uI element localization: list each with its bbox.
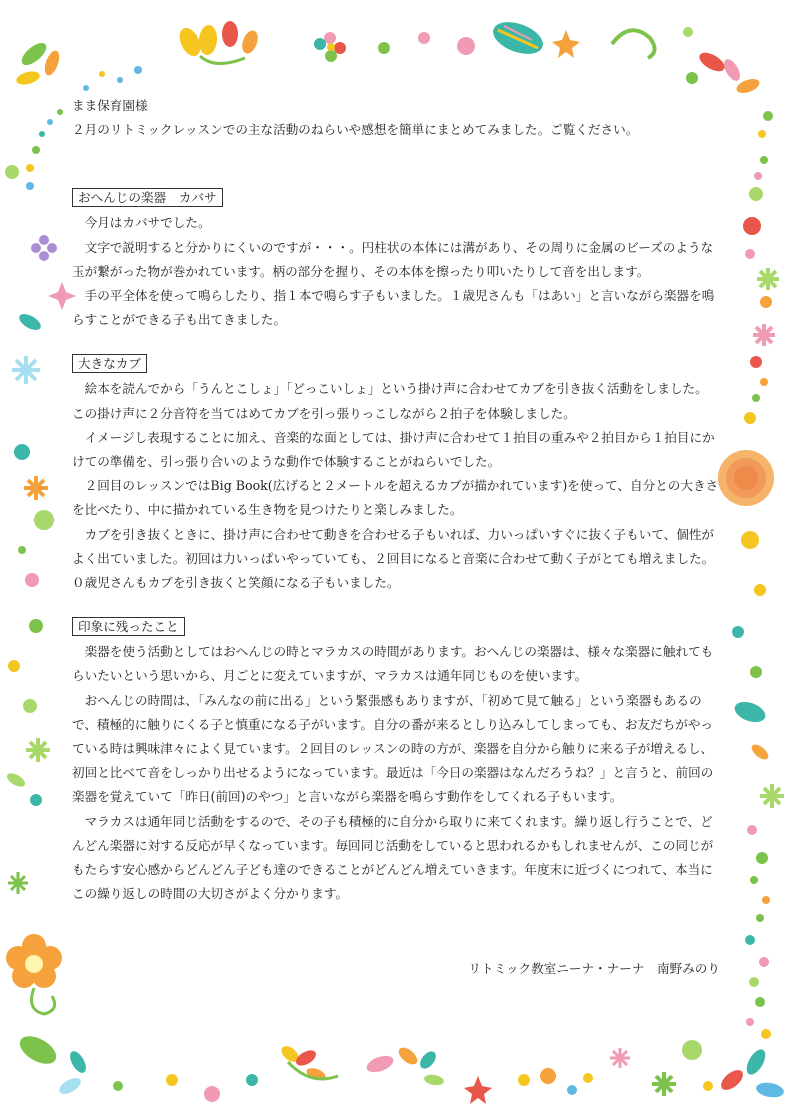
leaf-cluster-bottom-right xyxy=(718,1046,785,1099)
orange-star-flower-bottom xyxy=(464,1076,492,1104)
blue-snowflake-left xyxy=(12,356,40,384)
section-cabasa xyxy=(72,166,720,332)
purple-flower-left xyxy=(31,235,57,261)
green-asterisk-left xyxy=(26,738,50,762)
paragraph: 文字で説明すると分かりにくいのですが・・・。円柱状の本体には溝があり、その周りに金属のビーズのような玉が繋がった物が巻かれています。柄の部分を握り、その本体を擦ったり叩いたりして音を出します。 xyxy=(72,239,714,279)
paragraph: 今月はカバサでした。 xyxy=(84,215,211,231)
orange-star-flower-top xyxy=(552,30,580,58)
pink-asterisk-right xyxy=(753,324,775,346)
section-impressions xyxy=(72,595,720,906)
paragraph: マラカスは通年同じ活動をするので、その子も積極的に自分から取りに来てくれます。繰り返し行うことで、どんどん楽器に対する反応が早くなっています。毎回同じ活動をしていると思われるかもしれませんが、この同じがもたらす安心感からどんどん子ども達のできることがどんどん増えていきます。年度末に近づくにつれて、本当にこの繰り返しの時間の大切さがよく分かります。 xyxy=(72,813,714,902)
section-heading-big-turnip: 大きなカブ xyxy=(72,354,147,373)
paragraph: 絵本を読んでから「うんとこしょ」「どっこいしょ」という掛け声に合わせてカブを引き抜く活動をしました。この掛け声に２分音符を当てはめてカブを引っ張りっこしながら２拍子を体験しました。 xyxy=(72,381,708,421)
leaf-cluster-top-left xyxy=(15,39,62,87)
paragraph: 手の平全体を使って鳴らしたり、指１本で鳴らす子もいました。１歳児さんも「はあい」と言いながら楽器を鳴らすことができる子も出てきました。 xyxy=(72,288,715,328)
green-asterisk-right-lower xyxy=(760,784,784,808)
section-heading-impressions: 印象に残ったこと xyxy=(72,617,185,636)
green-asterisk-right xyxy=(757,268,779,290)
paragraph: 楽器を使う活動としてはおへんじの時とマラカスの時間があります。おへんじの楽器は、様々な楽器に触れてもらいたいという思いから、月ごとに変えていますが、マラカスは通年同じものを使います。 xyxy=(72,644,714,684)
paragraph: おへんじの時間は、「みんなの前に出る」という緊張感もありますが、「初めて見て触る」という楽器もあるので、積極的に触りにくる子と慎重になる子がいます。自分の番が来るとしり込みしてしまっても、お友だちがやっている時は興味津々によく見ています。２回目のレッスンの時の方が、楽器を自分から触りに来る子が増えるし、初回と比べて音をしっかり出せるようになっています。最近は「今日の楽器はなんだろうね？」と言うと、前回の楽器を覚えていて「昨日(前回)のやつ」と言いながら楽器を鳴らす動作をしてくれる子もいます。 xyxy=(72,692,714,805)
paragraph: ２回目のレッスンではBig Book(広げると２メートルを超えるカブが描かれています)を使って、自分との大きさを比べたり、中に描かれている生き物を見つけたりと楽しみました。 xyxy=(72,478,719,518)
leaf-cluster-bottom-center-left xyxy=(278,1043,338,1082)
leaf-cluster-bottom-center xyxy=(364,1044,444,1086)
paragraph: イメージし表現することに加え、音楽的な面としては、掛け声に合わせて１拍目の重みや２拍目から１拍目にかけての準備を、引っ張り合いのような動作で体験することがねらいでした。 xyxy=(72,429,715,470)
section-big-turnip xyxy=(72,332,720,595)
letter-body xyxy=(72,94,720,906)
green-asterisk-bottom xyxy=(652,1072,676,1096)
yellow-tulip-cluster xyxy=(176,21,261,64)
section-heading-cabasa: おへんじの楽器 カバサ xyxy=(72,188,223,207)
orange-asterisk-left xyxy=(24,476,48,500)
pink-flower-top xyxy=(314,32,346,62)
orange-sunflower-right xyxy=(718,450,774,506)
paragraph: カブを引き抜くときに、掛け声に合わせて動きを合わせる子もいれば、力いっぱいすぐに抜く子もいて、個性がよく出ていました。初回は力いっぱいやっていても、２回目になると音楽に合わせて動く子がとても増えました。０歳児さんもカブを引き抜くと笑顔になる子もいました。 xyxy=(72,526,715,591)
leaf-cluster-top-right xyxy=(696,49,761,96)
intro-line: ２月のリトミックレッスンでの主な活動のねらいや感想を簡単にまとめてみました。ご覧ください。 xyxy=(72,122,639,138)
signature-line: リトミック教室ニーナ・ナーナ 南野みのり xyxy=(468,961,720,976)
teal-asterisk-left xyxy=(8,872,28,894)
recipient-line: まま保育園様 xyxy=(72,98,148,113)
pink-asterisk-bottom xyxy=(610,1048,630,1068)
orange-flower-bottom-left xyxy=(6,934,62,1014)
striped-leaf-top xyxy=(489,16,547,60)
